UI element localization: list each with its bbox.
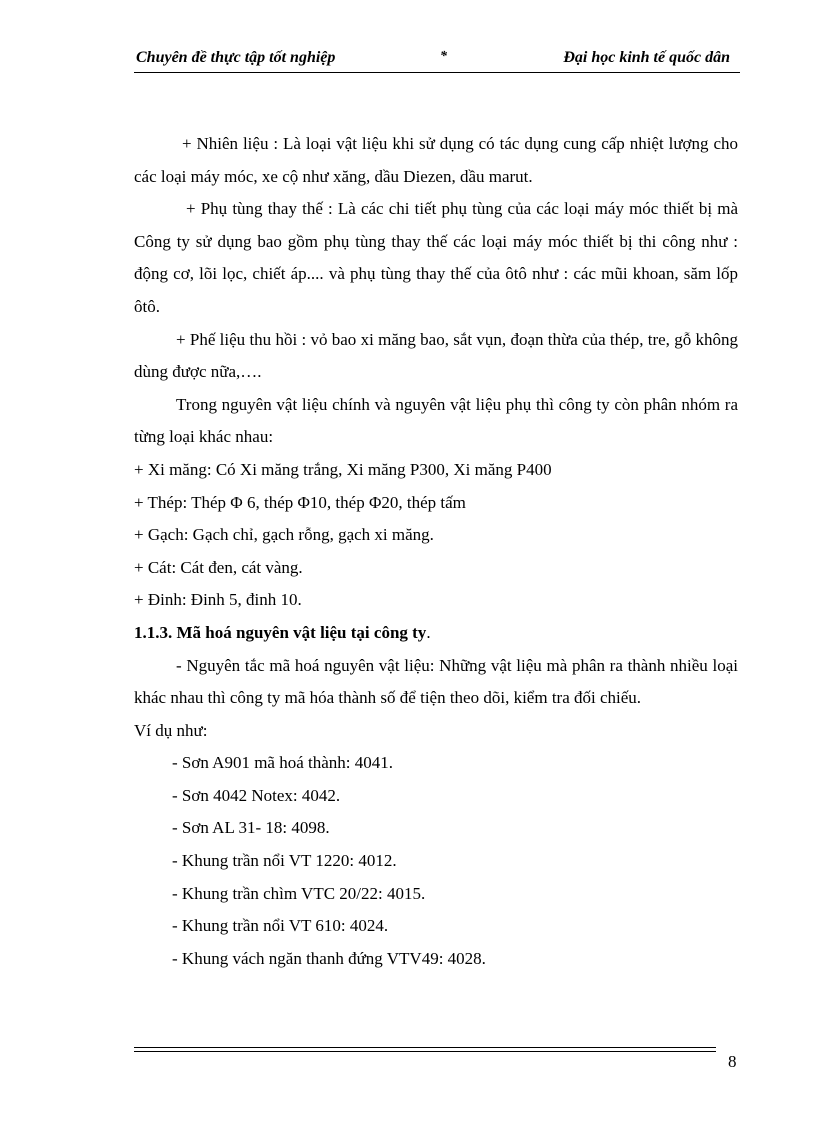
list-item: - Sơn A901 mã hoá thành: 4041. bbox=[172, 753, 393, 773]
paragraph-spare-parts: + Phụ tùng thay thế : Là các chi tiết phụ tùng của các loại máy móc thiết bị mà Công ty sử dụng bao gồm phụ tùng thay thế các loại máy móc thiết bị thi công như : động cơ, lõi lọc, chiết áp.... và phụ tùng thay thế của ôtô như : các mũi khoan, săm lốp ôtô. bbox=[134, 199, 738, 316]
document-body bbox=[134, 128, 738, 975]
paragraph-classification-intro: Trong nguyên vật liệu chính và nguyên vật liệu phụ thì công ty còn phân nhóm ra từng loại khác nhau: bbox=[134, 394, 738, 447]
header-separator: * bbox=[440, 49, 447, 64]
list-item: - Sơn 4042 Notex: 4042. bbox=[172, 785, 341, 805]
list-item: + Thép: Thép Φ 6, thép Φ10, thép Φ20, thép tấm bbox=[134, 492, 466, 512]
list-item: - Khung trần nổi VT 1220: 4012. bbox=[172, 851, 397, 871]
footer-divider bbox=[134, 1047, 716, 1052]
section-heading-text: 1.1.3. Mã hoá nguyên vật liệu tại công ty bbox=[134, 622, 427, 642]
list-item: + Gạch: Gạch chỉ, gạch rỗng, gạch xi măng. bbox=[134, 525, 434, 545]
list-item: - Khung trần nổi VT 610: 4024. bbox=[172, 916, 389, 936]
paragraph-fuel: + Nhiên liệu : Là loại vật liệu khi sử dụng có tác dụng cung cấp nhiệt lượng cho các loại máy móc, xe cộ như xăng, dầu Diezen, dầu marut. bbox=[134, 134, 738, 186]
list-item: + Đinh: Đinh 5, đinh 10. bbox=[134, 590, 302, 610]
list-item: - Sơn AL 31- 18: 4098. bbox=[172, 818, 330, 838]
list-item: - Khung trần chìm VTC 20/22: 4015. bbox=[172, 883, 426, 903]
paragraph-scrap: + Phế liệu thu hồi : vỏ bao xi măng bao, sắt vụn, đoạn thừa của thép, tre, gỗ không dùng được nữa,…. bbox=[134, 329, 738, 382]
category-list bbox=[134, 454, 738, 617]
section-heading-period: . bbox=[426, 622, 431, 642]
list-item: + Cát: Cát đen, cát vàng. bbox=[134, 557, 303, 577]
example-list bbox=[134, 747, 738, 975]
example-intro: Ví dụ như: bbox=[134, 720, 208, 740]
header-left-title: Chuyên đề thực tập tốt nghiệp bbox=[136, 49, 336, 66]
list-item: - Khung vách ngăn thanh đứng VTV49: 4028. bbox=[172, 948, 486, 968]
paragraph-coding-principle: - Nguyên tắc mã hoá nguyên vật liệu: Những vật liệu mà phân ra thành nhiều loại khác nhau thì công ty mã hóa thành số để tiện theo dõi, kiểm tra đối chiếu. bbox=[134, 655, 738, 708]
page-header bbox=[134, 46, 740, 73]
page-number: 8 bbox=[728, 1052, 737, 1071]
section-heading bbox=[134, 617, 738, 650]
list-item: + Xi măng: Có Xi măng trắng, Xi măng P300, Xi măng P400 bbox=[134, 459, 552, 479]
header-right-title: Đại học kinh tế quốc dân bbox=[563, 49, 730, 66]
